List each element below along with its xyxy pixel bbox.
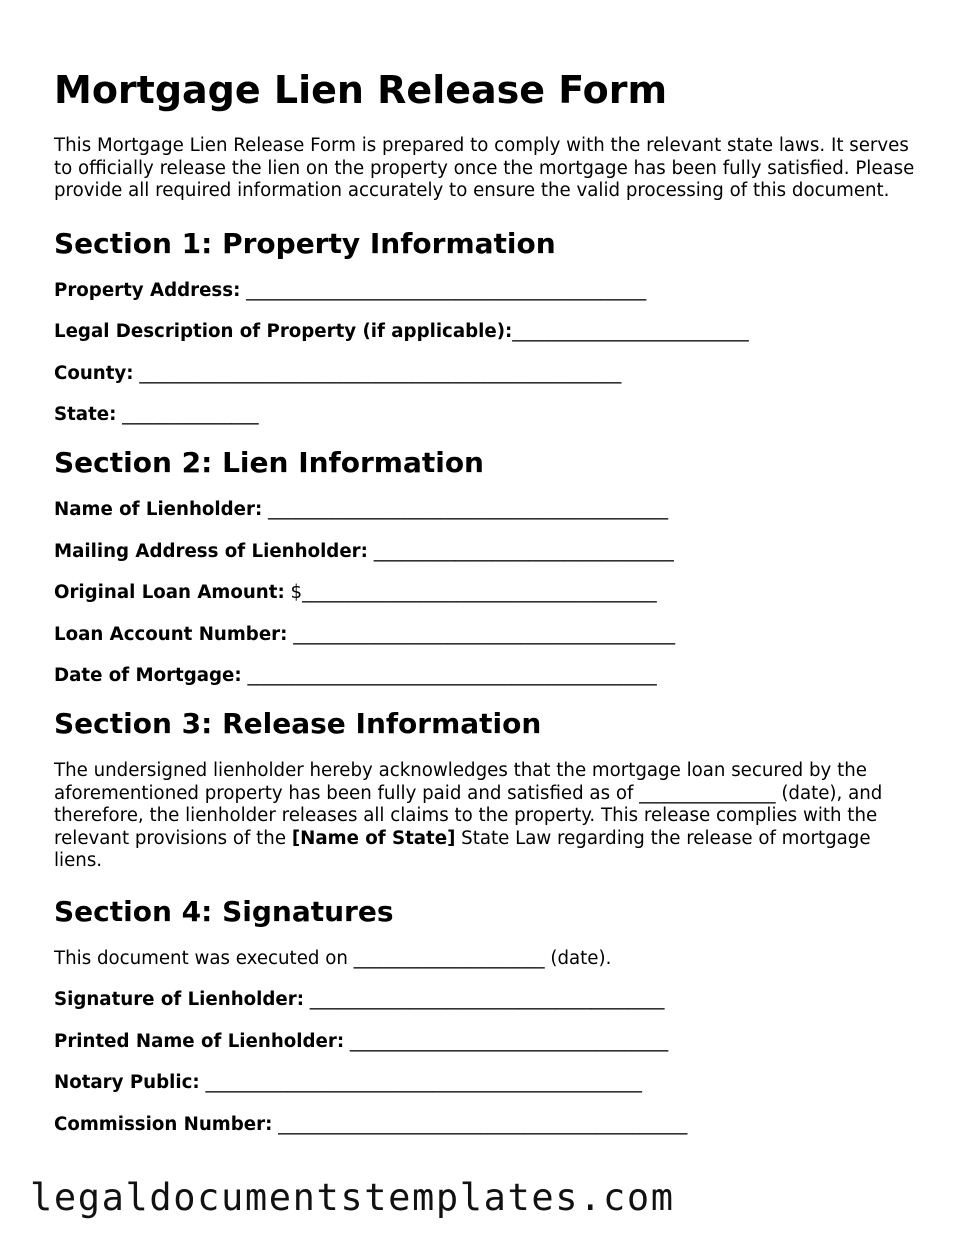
intro-paragraph: This Mortgage Lien Release Form is prepared to comply with the relevant state laws. It serves to officially release the lien on the property once the mortgage has been fully satisfied. Please provide all required information accurately to ensure the valid processing of this document. [54,135,915,201]
date-of-mortgage-field: Date of Mortgage: _____________________________________________ [54,665,657,686]
execution-date-line: This document was executed on _____________________ (date). [54,947,612,969]
original-loan-amount-field: Original Loan Amount: $_______________________________________ [54,582,657,603]
lienholder-printed-name-field: Printed Name of Lienholder: ___________________________________ [54,1030,669,1052]
document-title: Mortgage Lien Release Form [54,68,668,112]
section-property-information [54,226,920,427]
lienholder-mailing-address-field: Mailing Address of Lienholder: _________________________________ [54,540,674,562]
section2-heading: Section 2: Lien Information [54,446,484,479]
state-name-placeholder: [Name of State] [291,827,456,849]
notary-public-field: Notary Public: ________________________________________________ [54,1072,642,1093]
section-signatures [54,894,920,1136]
section-lien-information [54,445,920,687]
watermark-text: legaldocumentstemplates.com [30,1176,675,1219]
legal-description-field: Legal Description of Property (if applicable):__________________________ [54,321,749,342]
section-release-information [54,706,920,873]
section1-heading: Section 1: Property Information [54,226,556,260]
section4-heading: Section 4: Signatures [54,894,394,928]
document-page [54,66,920,1136]
property-address-field: Property Address: ____________________________________________ [54,279,647,301]
lienholder-signature-field: Signature of Lienholder: _______________________________________ [54,989,665,1010]
state-field: State: _______________ [54,404,259,425]
lienholder-name-field: Name of Lienholder: ____________________________________________ [54,499,669,520]
county-field: County: _____________________________________________________ [54,362,622,384]
loan-account-number-field: Loan Account Number: __________________________________________ [54,623,676,645]
commission-number-field: Commission Number: _____________________________________________ [54,1113,688,1135]
section3-heading: Section 3: Release Information [54,707,542,740]
release-paragraph: The undersigned lienholder hereby acknowledges that the mortgage loan secured by the aforementioned property has been fully paid and satisfied as of _______________ (date), and therefore, the lienholder releases all claims to the property. This release complies with the relevant provisions of the [Name of State] State Law regarding the release of mortgage liens. [54,760,883,871]
